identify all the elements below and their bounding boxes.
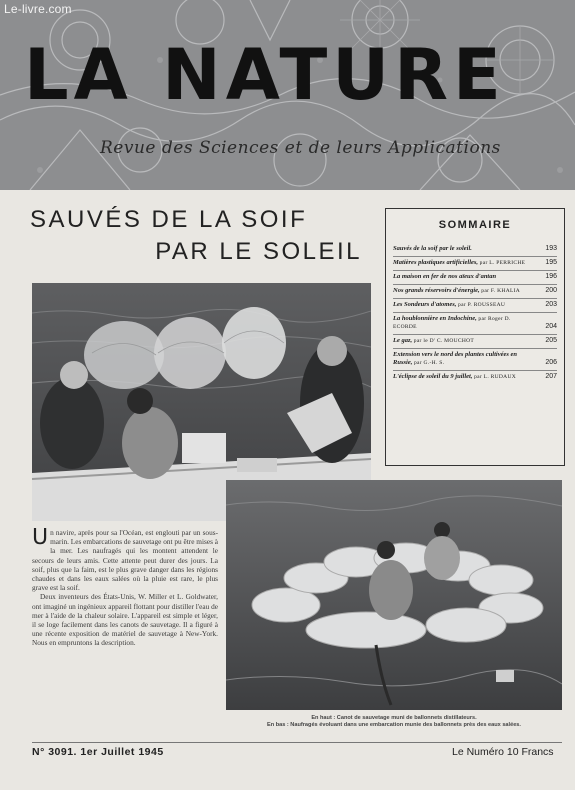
headline-line-2: PAR LE SOLEIL [155,238,362,265]
toc-item-page: 206 [545,359,557,366]
toc-item-page: 196 [545,273,557,280]
toc-item-author: par le D' C. MOUCHOT [413,338,475,344]
toc-item-page: 203 [545,301,557,308]
photo-caption [226,715,562,729]
toc-item[interactable] [393,299,557,313]
toc-list [393,243,557,384]
toc-item[interactable] [393,349,557,371]
toc-item[interactable] [393,313,557,335]
toc-item[interactable] [393,243,557,257]
toc-item[interactable] [393,257,557,271]
toc-item-page: 193 [545,245,557,252]
toc-item-author: par L. PERRICHE [479,260,526,266]
article-body [32,528,218,738]
drop-cap: U [32,528,49,550]
headline-line-1: SAUVÉS DE LA SOIF [30,206,308,233]
toc-item-page: 205 [545,337,557,344]
footer-divider [32,742,562,743]
issue-number-date: N° 3091. 1er Juillet 1945 [32,746,164,758]
watermark-text: Le-livre.com [4,2,72,16]
toc-item-title: La maison en fer de nos aïeux d'antan [393,273,497,280]
toc-item[interactable] [393,271,557,285]
toc-item-title: Les Sondeurs d'atomes, [393,301,457,308]
table-of-contents [385,208,565,466]
toc-item-author: par F. KHALIA [481,288,521,294]
toc-item-author: par P. ROUSSEAU [458,302,506,308]
toc-item-title: Sauvés de la soif par le soleil. [393,245,472,252]
toc-item[interactable] [393,335,557,349]
toc-item-title: Nos grands réservoirs d'énergie, [393,287,480,294]
article-paragraph [32,528,218,592]
toc-item-page: 200 [545,287,557,294]
toc-item-title: Le gaz, [393,337,413,344]
toc-item-title: L'éclipse de soleil du 9 juillet, [393,373,473,380]
article-headline [30,206,370,266]
magazine-title: LA NATURE [24,34,506,116]
toc-item[interactable] [393,371,557,384]
toc-item-title: Matières plastiques artificielles, [393,259,479,266]
paragraph-text: n navire, après pour sa l'Océan, est englouti par un sous-marin. Les embarcations de sauvetage ont pu être mises à la mer. Les naufragés qui les montent attendent le secours de leurs amis. Cette attente peut durer des jours. La soif, plus que la faim, est le plus grave danger dans les régions chaudes et dans les eaux salées où la pluie est rare, le plus grave est la soif. [32,528,218,593]
caption-line-1: En haut : Canot de sauvetage muni de ballonnets distillateurs. [311,715,477,721]
masthead-banner [0,0,575,190]
article-paragraph: Deux inventeurs des États-Unis, W. Miller et L. Goldwater, ont imaginé un ingénieux appareil flottant pour distiller l'eau de mer à l'aide de la chaleur solaire. L'appareil est simple et léger, il se loge facilement dans les canots de sauvetage. Il a figuré à une récente exposition de matériel de sauvetage à New-York. Nous en empruntons la description. [32,592,218,648]
toc-item-author: par Roger D. ECORDE [393,316,511,330]
toc-item-page: 195 [545,259,557,266]
toc-item[interactable] [393,285,557,299]
magazine-tagline: Revue des Sciences et de leurs Applications [100,138,501,158]
toc-item-title: Extension vers le nord des plantes cultivées en Russie, [393,351,518,366]
toc-heading: SOMMAIRE [438,219,512,231]
photo-illustration [226,480,562,710]
caption-line-2: En bas : Naufragés évoluant dans une embarcation munie des ballonnets près des eaux salées. [267,722,521,728]
photo-raft-at-sea [226,480,562,710]
toc-item-page: 204 [545,323,557,330]
toc-item-title: La houblonnière en Indochine, [393,315,477,322]
toc-item-author: par G.-H. S. [413,360,445,366]
toc-item-author: par L. RUDAUX [474,374,516,380]
toc-item-page: 207 [545,373,557,380]
issue-price: Le Numéro 10 Francs [452,746,554,758]
